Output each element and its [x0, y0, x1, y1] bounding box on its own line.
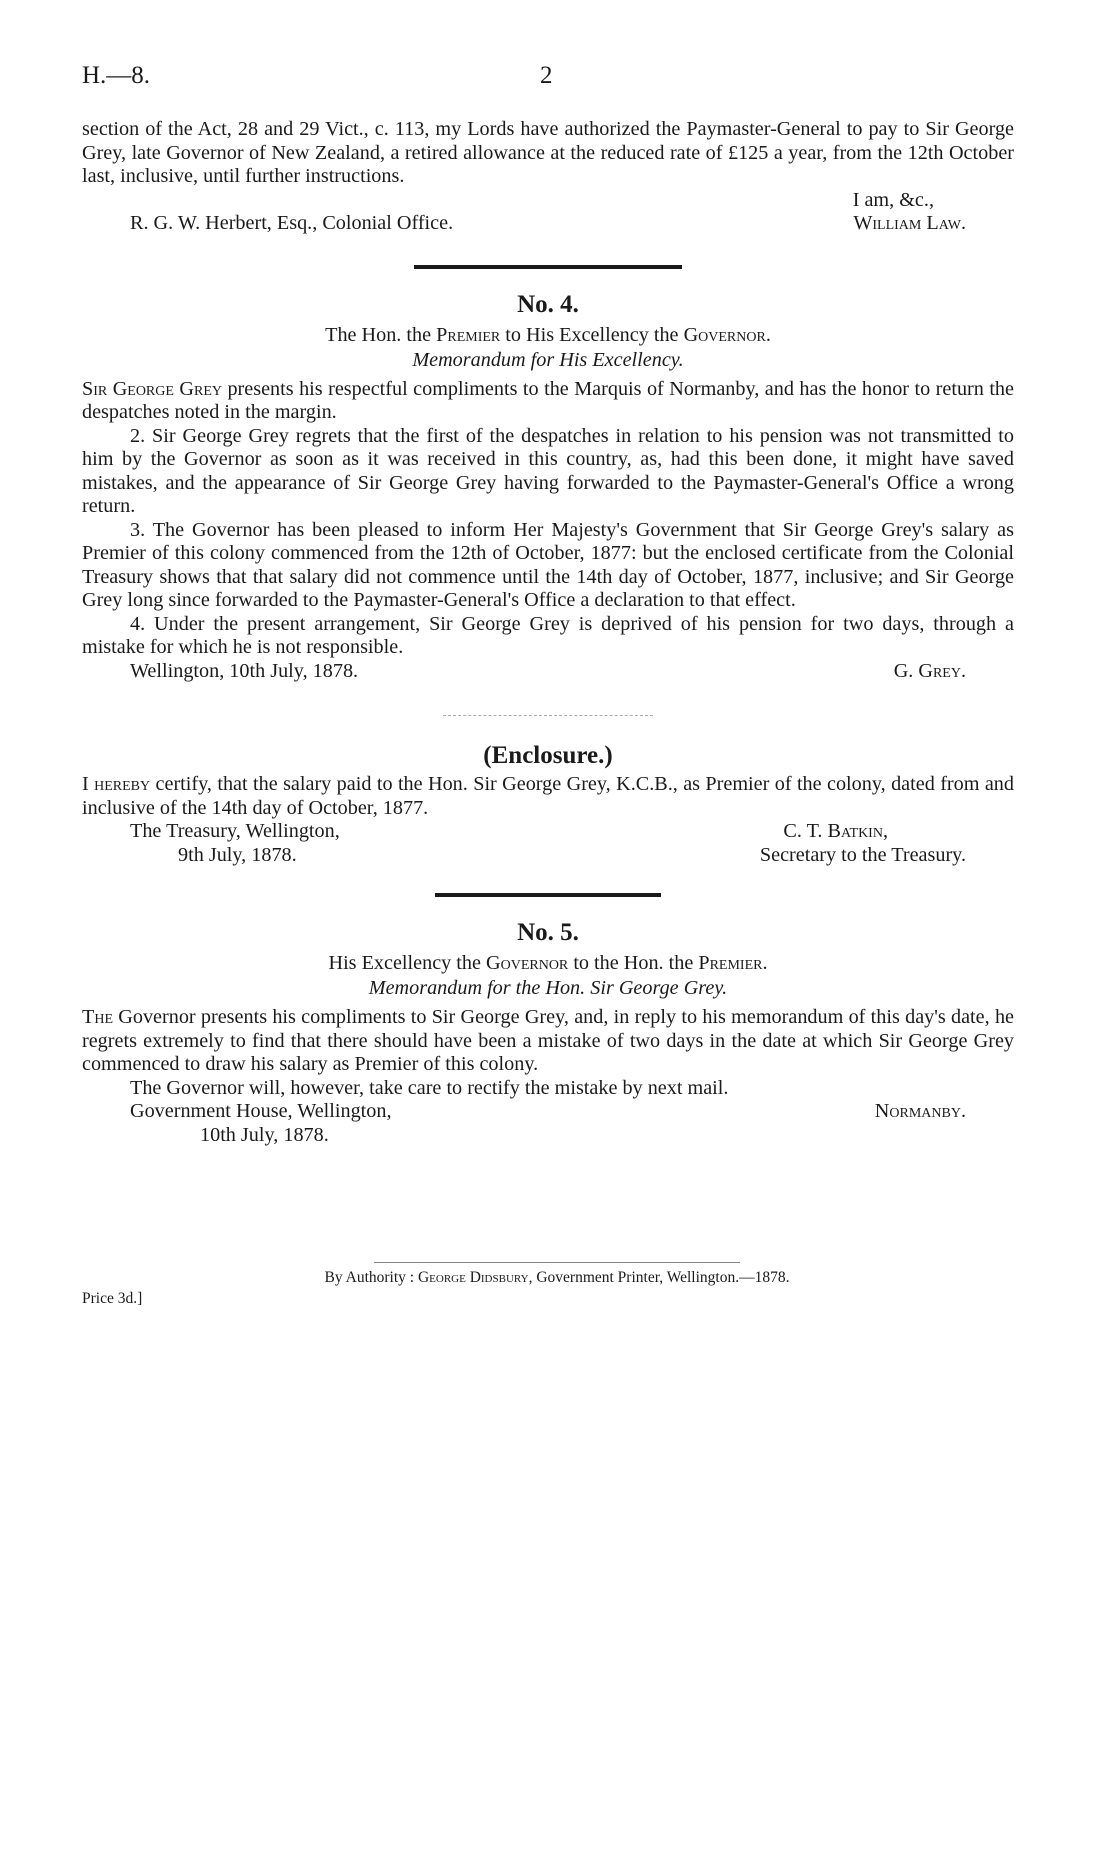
page-footer [0, 1262, 1114, 1287]
page-number: 2 [540, 62, 553, 89]
footer-rule [374, 1262, 740, 1263]
enclosure-heading: (Enclosure.) [483, 742, 613, 769]
subheading-text: His Excellency the [328, 952, 481, 974]
memo-no4-paragraph-4: 4. Under the present arrangement, Sir George Grey is deprived of his pension for two days, through a mistake for which he is not responsible. [82, 612, 1014, 658]
paragraph-text: Governor presents his compliments to Sir George Grey, and, in reply to his memorandum of this day's date, he regrets extremely to find that there should have been a mistake of two days in the date at which Sir George Grey commenced to draw his salary as Premier of this colony. [82, 1006, 1015, 1075]
document-reference: H.—8. [82, 62, 151, 89]
letter-addressee: R. G. W. Herbert, Esq., Colonial Office. [130, 212, 454, 234]
section-divider-rule [414, 265, 682, 269]
enclosure-signer-title: Secretary to the Treasury. [759, 843, 966, 866]
memo-no4-heading: No. 4. [517, 290, 579, 318]
memo-no5-place: Government House, Wellington, [130, 1100, 392, 1122]
printer-imprint [0, 1269, 1114, 1287]
imprint-text: Government Printer, Wellington.—1878. [536, 1269, 790, 1286]
enclosure-signoff-row-1 [82, 820, 1014, 844]
memo-no5-paragraph-1 [82, 1006, 1014, 1077]
enclosure [82, 742, 1014, 867]
subheading-from: Premier [436, 323, 501, 346]
memo-no5 [82, 919, 1014, 1147]
memo-no4-place-date: Wellington, 10th July, 1878. [130, 659, 359, 682]
memo-no4-paragraph-3: 3. The Governor has been pleased to inform Her Majesty's Government that Sir George Grey's salary as Premier of this colony commenced from the 12th of October, 1877: but the enclosed certificate from the Colonial Treasury shows that that salary did not commence until the 14th day of October, 1877, inclusive; and Sir George Grey long since forwarded to the Paymaster-General's Office a declaration to that effect. [82, 518, 1014, 611]
paragraph-lead: Sir George Grey [82, 377, 222, 400]
memo-no5-title: Memorandum for the Hon. Sir George Grey. [368, 977, 728, 999]
memo-no4-signoff-row [82, 660, 1014, 684]
subheading-to: Premier. [698, 952, 768, 974]
memo-no4-paragraph-2: 2. Sir George Grey regrets that the first of the despatches in relation to his pension was not transmitted to him by the Governor as soon as it was received in this country, as, had this been done, it might have saved mistakes, and the appearance of Sir George Grey having forwarded to the Paymaster-General's Office a wrong return. [82, 424, 1014, 517]
memo-no4 [82, 291, 1014, 684]
letter-signature: William Law. [853, 212, 966, 234]
memo-no5-signoff-row [82, 1100, 1014, 1124]
enclosure-date: 9th July, 1878. [178, 843, 297, 866]
memo-no5-date-row [82, 1124, 1014, 1148]
price-label: Price 3d.] [82, 1290, 143, 1307]
memo-no5-paragraph-2: The Governor will, however, take care to rectify the mistake by next mail. [130, 1076, 729, 1099]
page-content [82, 118, 1014, 1147]
paragraph-lead: I hereby [82, 773, 151, 795]
letter-top [82, 118, 1014, 236]
enclosure-place: The Treasury, Wellington, [130, 820, 340, 842]
enclosure-signer: C. T. Batkin, [783, 820, 888, 842]
imprint-printer-name: George Didsbury, [417, 1269, 533, 1286]
subheading-text: The Hon. the [325, 323, 432, 346]
enclosure-signoff-row-2 [82, 844, 1014, 868]
memo-no4-paragraph-1 [82, 378, 1014, 425]
subheading-from: Governor [486, 952, 569, 974]
section-divider-dotted [443, 715, 653, 716]
memo-no5-heading: No. 5. [517, 919, 579, 946]
letter-body: section of the Act, 28 and 29 Vict., c. 113, my Lords have authorized the Paymaster-General to pay to Sir George Grey, late Governor of New Zealand, a retired allowance at the reduced rate of £125 a year, from the 12th October last, inclusive, until further instructions. [82, 118, 1014, 187]
memo-no5-date: 10th July, 1878. [200, 1123, 329, 1146]
paragraph-lead: The [82, 1006, 113, 1028]
memo-no5-subheading [82, 951, 1014, 976]
paragraph-text: certify, that the salary paid to the Hon. Sir George Grey, K.C.B., as Premier of the colony, dated from and inclusive of the 14th day of October, 1877. [82, 773, 1014, 819]
section-divider-rule [435, 893, 661, 897]
memo-no5-signature: Normanby. [874, 1100, 966, 1122]
letter-signoff-row [82, 212, 1014, 236]
memo-no4-signature: G. Grey. [893, 659, 966, 682]
memo-no4-subheading [82, 323, 1014, 348]
subheading-text: to His Excellency the [505, 323, 679, 346]
enclosure-paragraph [82, 773, 1014, 820]
letter-closing: I am, &c., [852, 188, 934, 211]
paragraph-text: presents his respectful compliments to the Marquis of Normanby, and has the honor to return the despatches noted in the margin. [82, 377, 1014, 423]
imprint-text: By Authority : [324, 1269, 415, 1286]
memo-no4-title: Memorandum for His Excellency. [412, 348, 684, 371]
subheading-text: to the Hon. the [573, 952, 694, 974]
subheading-to: Governor. [683, 323, 771, 346]
